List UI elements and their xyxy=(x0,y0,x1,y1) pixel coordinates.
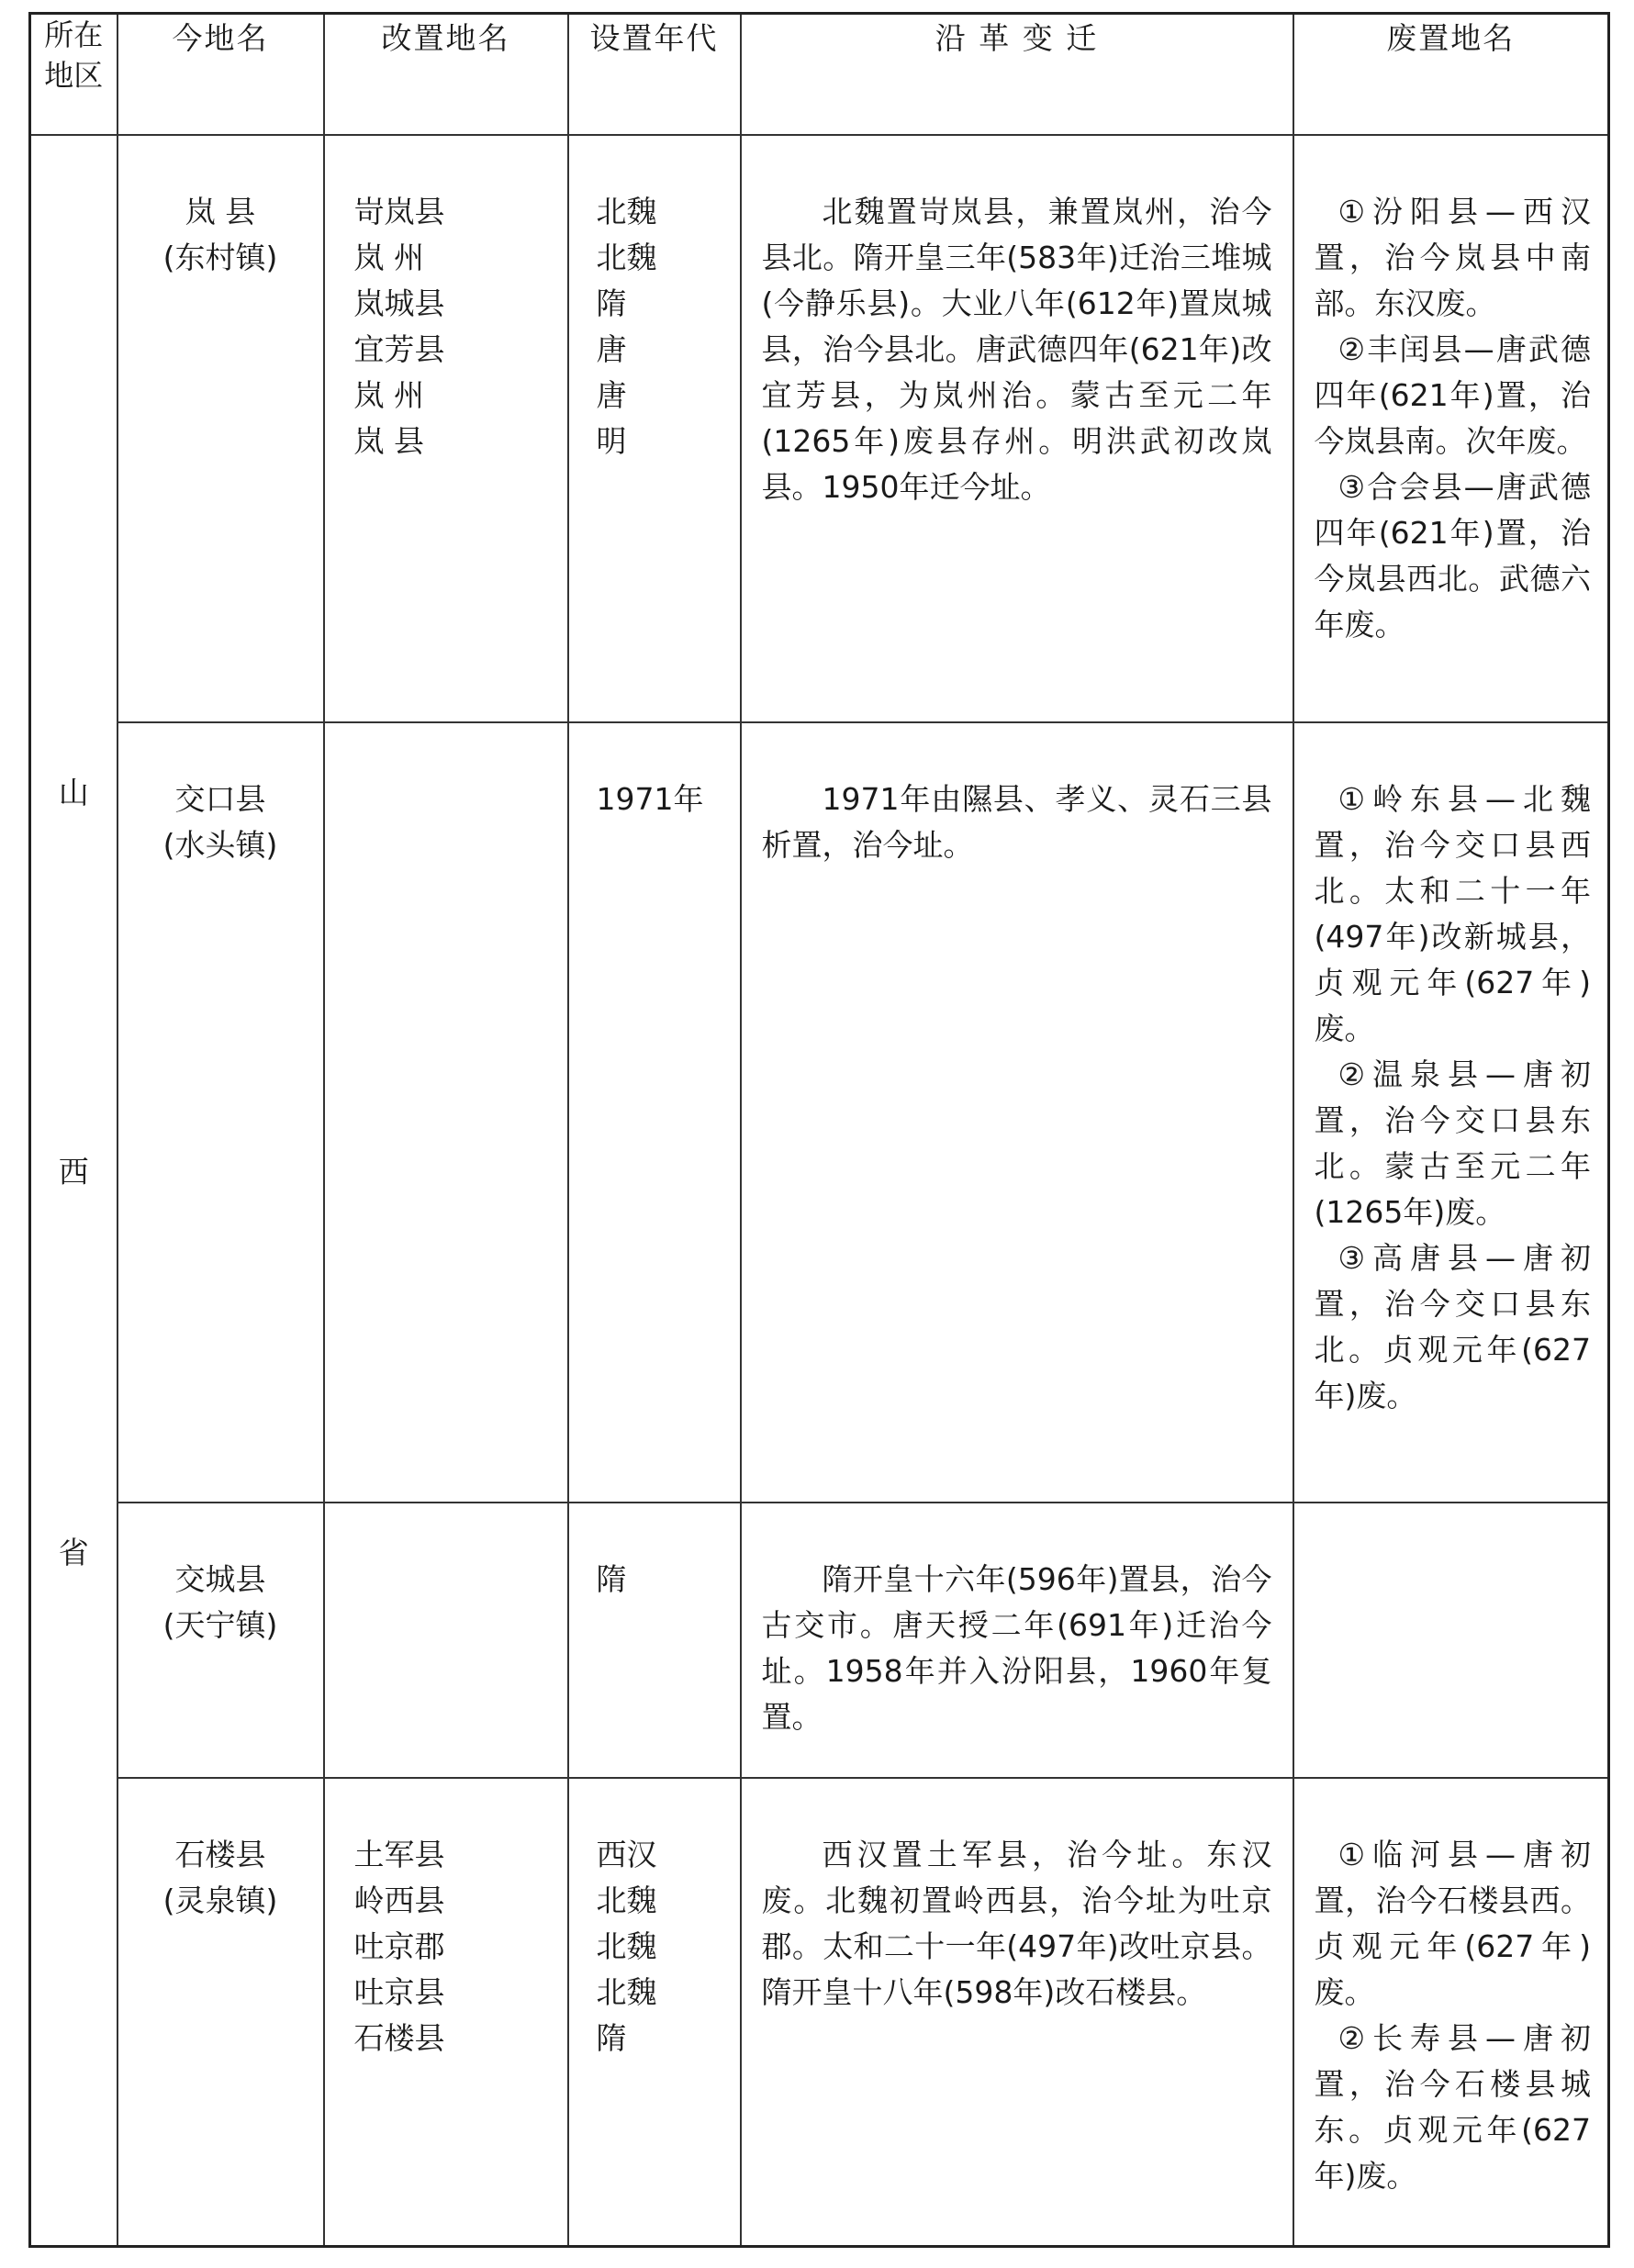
renamed-item: 土军县 xyxy=(353,1837,445,1872)
renamed-item: 岚 州 xyxy=(353,377,424,413)
header-row xyxy=(30,14,1609,136)
renamed-item: 宜芳县 xyxy=(353,331,445,367)
abolished-entry: ①临河县—唐初置，治今石楼县西。贞观元年(627年)废。 xyxy=(1314,1837,1591,2010)
renamed-item: 吐京县 xyxy=(353,1974,445,2010)
renamed-item: 岚 州 xyxy=(353,240,424,275)
table-row xyxy=(30,1503,1609,1778)
abolished-entry: ②温泉县—唐初置，治今交口县东北。蒙古至元二年(1265年)废。 xyxy=(1314,1056,1591,1230)
era-item: 北魏 xyxy=(596,240,657,275)
era-item: 明 xyxy=(596,423,627,459)
table-row xyxy=(30,1778,1609,2246)
abolished-entry: ①汾阳县—西汉置，治今岚县中南部。东汉废。 xyxy=(1314,194,1591,321)
era-item: 隋 xyxy=(596,285,627,321)
era-item: 1971年 xyxy=(596,781,704,817)
era-item: 隋 xyxy=(596,1561,627,1597)
history-table xyxy=(28,12,1610,2248)
era-item: 唐 xyxy=(596,377,627,413)
county-seat: (水头镇) xyxy=(162,827,278,863)
history-text: 隋开皇十六年(596年)置县，治今古交市。唐天授二年(691年)迁治今址。1958年并入汾阳县，1960年复置。 xyxy=(761,1561,1272,1735)
history-text: 1971年由隰县、孝义、灵石三县析置，治今址。 xyxy=(761,781,1272,863)
renamed-item: 岭西县 xyxy=(353,1883,445,1918)
era-item: 西汉 xyxy=(596,1837,657,1872)
renamed-item: 岢岚县 xyxy=(353,194,445,229)
region-cell xyxy=(30,135,118,2246)
abolished-entry: ③合会县—唐武德四年(621年)置，治今岚县西北。武德六年废。 xyxy=(1314,469,1591,642)
county-name: 交口县 xyxy=(174,781,266,817)
county-name: 岚 县 xyxy=(185,194,256,229)
era-item: 北魏 xyxy=(596,1974,657,2010)
header-abolished: 废置地名 xyxy=(1293,14,1609,136)
abolished-entry: ①岭东县—北魏置，治今交口县西北。太和二十一年(497年)改新城县，贞观元年(627年)废。 xyxy=(1314,781,1591,1046)
region-char: 西 xyxy=(58,1154,89,1190)
era-item: 北魏 xyxy=(596,194,657,229)
era-item: 隋 xyxy=(596,2020,627,2056)
renamed-item: 岚 县 xyxy=(353,423,424,459)
renamed-item: 吐京郡 xyxy=(353,1928,445,1964)
header-region: 所在地区 xyxy=(30,14,118,136)
county-name: 交城县 xyxy=(174,1561,266,1597)
county-seat: (东村镇) xyxy=(162,240,278,275)
era-item: 北魏 xyxy=(596,1883,657,1918)
header-renamed: 改置地名 xyxy=(324,14,568,136)
table-row xyxy=(30,722,1609,1503)
abolished-entry: ③高唐县—唐初置，治今交口县东北。贞观元年(627年)废。 xyxy=(1314,1240,1591,1413)
abolished-entry: ②长寿县—唐初置，治今石楼县城东。贞观元年(627年)废。 xyxy=(1314,2020,1591,2194)
county-seat: (灵泉镇) xyxy=(162,1883,278,1918)
renamed-item: 岚城县 xyxy=(353,285,445,321)
table-row xyxy=(30,135,1609,722)
header-current-name: 今地名 xyxy=(118,14,324,136)
renamed-item: 石楼县 xyxy=(353,2020,445,2056)
header-era: 设置年代 xyxy=(568,14,741,136)
history-text: 北魏置岢岚县，兼置岚州，治今县北。隋开皇三年(583年)迁治三堆城(今静乐县)。大业八年(612年)置岚城县，治今县北。唐武德四年(621年)改宜芳县，为岚州治。蒙古至元二年(1265年)废县存州。明洪武初改岚县。1950年迁今址。 xyxy=(761,194,1272,505)
county-name: 石楼县 xyxy=(174,1837,266,1872)
history-text: 西汉置土军县，治今址。东汉废。北魏初置岭西县，治今址为吐京郡。太和二十一年(497年)改吐京县。隋开皇十八年(598年)改石楼县。 xyxy=(761,1837,1272,2010)
region-char: 山 xyxy=(58,775,89,810)
header-history: 沿 革 变 迁 xyxy=(741,14,1293,136)
era-item: 北魏 xyxy=(596,1928,657,1964)
county-seat: (天宁镇) xyxy=(162,1607,278,1643)
abolished-entry: ②丰闰县—唐武德四年(621年)置，治今岚县南。次年废。 xyxy=(1314,331,1591,459)
region-char: 省 xyxy=(58,1535,89,1570)
era-item: 唐 xyxy=(596,331,627,367)
